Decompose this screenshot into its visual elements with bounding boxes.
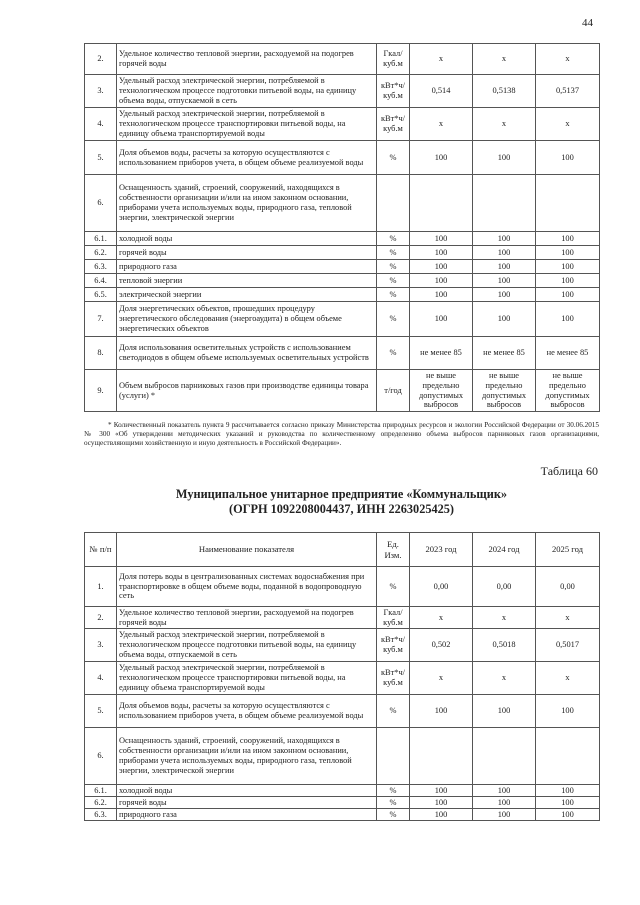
row-name: Оснащенность зданий, строений, сооружений, находящихся в собственности организации и/или на ином законном основании, приборами учета используемых воды, природного газа, тепловой энергии, электрической энергии	[117, 175, 377, 232]
footnote: * Количественный показатель пункта 9 рассчитывается согласно приказу Министерства природных ресурсов и экологии Российской Федерации от 30.06.2015 № 300 «Об утверждении методических указаний и руководства по количественному определению объема выбросов парниковых газов организациями, осуществляющими хозяйственную и иную деятельность в Российской Федерации».	[84, 421, 599, 447]
row-name: Доля использования осветительных устройств с использованием светодиодов в общем объеме используемых осветительных устройств	[117, 337, 377, 370]
row-value-3: х	[536, 662, 600, 695]
row-value-1: 100	[410, 302, 473, 337]
row-name: Удельный расход электрической энергии, потребляемой в технологическом процессе подготовки питьевой воды, на единицу объема воды, отпускаемой в сеть	[117, 629, 377, 662]
row-value-2: 100	[473, 797, 536, 809]
row-value-2: 0,5138	[473, 75, 536, 108]
row-unit: кВт*ч/ куб.м	[377, 75, 410, 108]
table-row	[85, 288, 600, 302]
row-value-3: 100	[536, 785, 600, 797]
row-value-2: 100	[473, 302, 536, 337]
row-number: 6.5.	[85, 288, 117, 302]
row-value-3: 0,5017	[536, 629, 600, 662]
row-name: Удельный расход электрической энергии, потребляемой в технологическом процессе транспортировки питьевой воды, на единицу объема транспортируемой воды	[117, 108, 377, 141]
row-unit: %	[377, 141, 410, 175]
row-unit: %	[377, 695, 410, 728]
row-unit: %	[377, 288, 410, 302]
row-number: 6.1.	[85, 785, 117, 797]
table-row	[85, 232, 600, 246]
row-value-2: х	[473, 44, 536, 75]
row-value-2: не выше предельно допустимых выбросов	[473, 370, 536, 412]
table-row	[85, 141, 600, 175]
table-row	[85, 728, 600, 785]
row-number: 7.	[85, 302, 117, 337]
row-value-3: 100	[536, 260, 600, 274]
row-name: Доля энергетических объектов, прошедших процедуру энергетического обследования (энергоаудита) в общем объеме энергетических объектов	[117, 302, 377, 337]
row-name: Оснащенность зданий, строений, сооружений, находящихся в собственности организации и/или на ином законном основании, приборами учета используемых воды, природного газа, тепловой энергии, электрической энергии	[117, 728, 377, 785]
row-unit: т/год	[377, 370, 410, 412]
row-number: 2.	[85, 44, 117, 75]
row-number: 6.2.	[85, 797, 117, 809]
row-number: 9.	[85, 370, 117, 412]
row-name: тепловой энергии	[117, 274, 377, 288]
header-year-3: 2025 год	[536, 533, 600, 567]
row-unit: %	[377, 274, 410, 288]
table-row	[85, 260, 600, 274]
row-value-1: 100	[410, 695, 473, 728]
row-number: 6.2.	[85, 246, 117, 260]
row-value-3: 100	[536, 695, 600, 728]
row-unit: кВт*ч/ куб.м	[377, 662, 410, 695]
row-value-1: х	[410, 607, 473, 629]
row-value-2	[473, 175, 536, 232]
table-row	[85, 785, 600, 797]
row-value-3: 100	[536, 288, 600, 302]
organization-title	[84, 487, 599, 518]
row-unit: %	[377, 567, 410, 607]
row-value-3: х	[536, 108, 600, 141]
row-value-3: х	[536, 44, 600, 75]
row-number: 1.	[85, 567, 117, 607]
row-number: 6.	[85, 728, 117, 785]
row-number: 6.3.	[85, 260, 117, 274]
row-value-2: 100	[473, 785, 536, 797]
row-value-2: х	[473, 662, 536, 695]
row-unit	[377, 728, 410, 785]
row-value-3: 100	[536, 797, 600, 809]
row-value-2: 0,5018	[473, 629, 536, 662]
row-unit: кВт*ч/ куб.м	[377, 629, 410, 662]
row-value-1	[410, 175, 473, 232]
row-value-2: 100	[473, 695, 536, 728]
row-name: холодной воды	[117, 785, 377, 797]
row-unit: %	[377, 260, 410, 274]
row-value-1: 100	[410, 797, 473, 809]
row-value-3	[536, 728, 600, 785]
row-number: 3.	[85, 75, 117, 108]
row-value-2: 100	[473, 141, 536, 175]
row-value-1: 100	[410, 809, 473, 821]
row-number: 2.	[85, 607, 117, 629]
row-value-1: 0,514	[410, 75, 473, 108]
table-row	[85, 809, 600, 821]
row-value-1: х	[410, 662, 473, 695]
header-year-1: 2023 год	[410, 533, 473, 567]
table-row	[85, 108, 600, 141]
row-number: 4.	[85, 108, 117, 141]
table-row	[85, 695, 600, 728]
row-number: 6.4.	[85, 274, 117, 288]
row-value-3: не менее 85	[536, 337, 600, 370]
organization-registration: (ОГРН 1092208004437, ИНН 2263025425)	[228, 502, 455, 517]
row-name: холодной воды	[117, 232, 377, 246]
row-unit: %	[377, 246, 410, 260]
row-value-3: 100	[536, 246, 600, 260]
row-name: природного газа	[117, 260, 377, 274]
row-value-3: 0,00	[536, 567, 600, 607]
row-unit	[377, 175, 410, 232]
row-value-1: 0,502	[410, 629, 473, 662]
row-number: 3.	[85, 629, 117, 662]
row-name: Доля объемов воды, расчеты за которую осуществляются с использованием приборов учета, в общем объеме реализуемой воды	[117, 141, 377, 175]
table-row	[85, 797, 600, 809]
row-number: 5.	[85, 141, 117, 175]
table-row	[85, 337, 600, 370]
table-row	[85, 567, 600, 607]
row-value-2: 0,00	[473, 567, 536, 607]
row-value-2: 100	[473, 274, 536, 288]
row-value-1: не выше предельно допустимых выбросов	[410, 370, 473, 412]
row-value-1: 100	[410, 232, 473, 246]
table-row	[85, 629, 600, 662]
row-number: 6.3.	[85, 809, 117, 821]
row-unit: %	[377, 797, 410, 809]
row-unit: %	[377, 785, 410, 797]
row-value-2: 100	[473, 246, 536, 260]
row-name: горячей воды	[117, 797, 377, 809]
row-value-3: х	[536, 607, 600, 629]
row-value-3: не выше предельно допустимых выбросов	[536, 370, 600, 412]
row-name: Объем выбросов парниковых газов при производстве единицы товара (услуги) *	[117, 370, 377, 412]
row-value-1: 100	[410, 246, 473, 260]
row-name: Удельный расход электрической энергии, потребляемой в технологическом процессе транспортировки питьевой воды, на единицу объема транспортируемой воды	[117, 662, 377, 695]
table-row	[85, 370, 600, 412]
row-value-1: 100	[410, 141, 473, 175]
table-row	[85, 175, 600, 232]
row-number: 6.1.	[85, 232, 117, 246]
row-value-1: 0,00	[410, 567, 473, 607]
row-value-2: 100	[473, 260, 536, 274]
row-value-3: 100	[536, 232, 600, 246]
row-unit: %	[377, 809, 410, 821]
row-value-1: 100	[410, 274, 473, 288]
row-value-1: х	[410, 44, 473, 75]
row-name: Удельное количество тепловой энергии, расходуемой на подогрев горячей воды	[117, 607, 377, 629]
table-row	[85, 75, 600, 108]
row-value-2: не менее 85	[473, 337, 536, 370]
row-unit: Гкал/ куб.м	[377, 44, 410, 75]
row-number: 6.	[85, 175, 117, 232]
row-value-1: 100	[410, 785, 473, 797]
row-name: Удельный расход электрической энергии, потребляемой в технологическом процессе подготовки питьевой воды, на единицу объема воды, отпускаемой в сеть	[117, 75, 377, 108]
row-name: электрической энергии	[117, 288, 377, 302]
row-value-1	[410, 728, 473, 785]
table-header-row	[85, 533, 600, 567]
row-value-3: 100	[536, 274, 600, 288]
row-value-2: 100	[473, 288, 536, 302]
header-unit: Ед. Изм.	[377, 533, 410, 567]
row-value-3	[536, 175, 600, 232]
row-value-1: х	[410, 108, 473, 141]
table-label: Таблица 60	[540, 464, 598, 478]
row-value-3: 0,5137	[536, 75, 600, 108]
row-value-3: 100	[536, 302, 600, 337]
row-value-2: 100	[473, 809, 536, 821]
row-unit: %	[377, 302, 410, 337]
organization-name: Муниципальное унитарное предприятие «Коммунальщик»	[175, 487, 508, 501]
row-name: Удельное количество тепловой энергии, расходуемой на подогрев горячей воды	[117, 44, 377, 75]
table-row	[85, 662, 600, 695]
row-name: Доля объемов воды, расчеты за которую осуществляются с использованием приборов учета, в общем объеме реализуемой воды	[117, 695, 377, 728]
row-number: 8.	[85, 337, 117, 370]
row-number: 5.	[85, 695, 117, 728]
table-row	[85, 44, 600, 75]
row-value-1: 100	[410, 288, 473, 302]
header-name: Наименование показателя	[117, 533, 377, 567]
row-name: природного газа	[117, 809, 377, 821]
row-value-2: 100	[473, 232, 536, 246]
row-value-2: х	[473, 607, 536, 629]
row-unit: Гкал/ куб.м	[377, 607, 410, 629]
row-unit: %	[377, 337, 410, 370]
row-number: 4.	[85, 662, 117, 695]
row-unit: кВт*ч/ куб.м	[377, 108, 410, 141]
row-unit: %	[377, 232, 410, 246]
row-value-2	[473, 728, 536, 785]
indicators-table-2	[84, 532, 600, 821]
table-row	[85, 274, 600, 288]
table-row	[85, 607, 600, 629]
header-num: № п/п	[85, 533, 117, 567]
page-number: 44	[582, 17, 593, 29]
row-value-3: 100	[536, 141, 600, 175]
table-row	[85, 302, 600, 337]
row-value-3: 100	[536, 809, 600, 821]
row-value-2: х	[473, 108, 536, 141]
indicators-table-1	[84, 43, 600, 412]
row-name: Доля потерь воды в централизованных системах водоснабжения при транспортировке в общем объеме воды, поданной в водопроводную сеть	[117, 567, 377, 607]
header-year-2: 2024 год	[473, 533, 536, 567]
row-value-1: 100	[410, 260, 473, 274]
row-value-1: не менее 85	[410, 337, 473, 370]
row-name: горячей воды	[117, 246, 377, 260]
table-row	[85, 246, 600, 260]
